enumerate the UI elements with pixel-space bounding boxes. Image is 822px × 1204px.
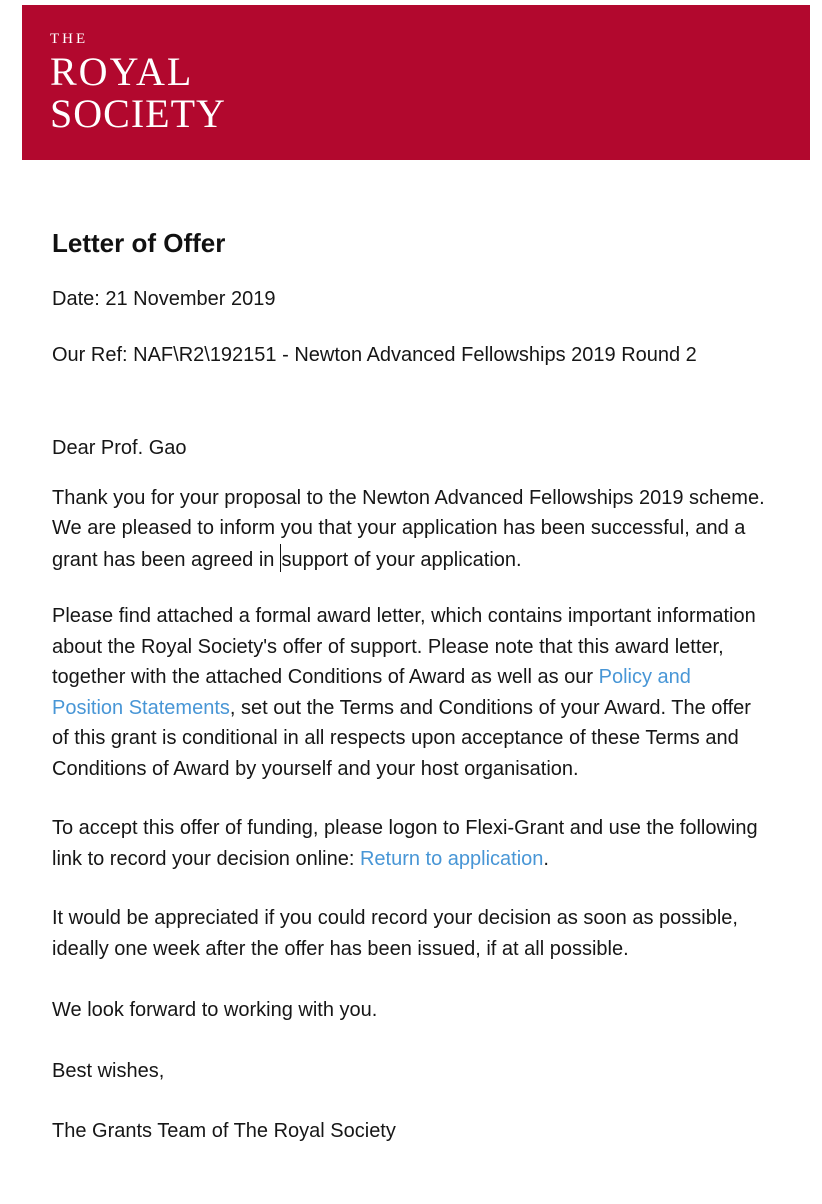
letter-content — [52, 228, 767, 1147]
return-to-application-link[interactable]: Return to application — [359, 847, 544, 870]
paragraph-thank-you — [52, 483, 767, 576]
letter-body — [52, 433, 767, 1147]
text-run: . — [543, 847, 549, 870]
paragraph-award-letter — [52, 601, 767, 784]
text-run: , set out the Terms and Conditions of your Award. The offer of this grant is conditional in all respects upon acceptance of these Terms and Conditions of Award by yourself and your host organisation. — [52, 696, 751, 780]
reference-line: Our Ref: NAF\R2\192151 - Newton Advanced Fellowships 2019 Round 2 — [52, 343, 697, 366]
text-run: support of your application. — [281, 548, 522, 571]
logo-line-the: THE — [50, 31, 89, 47]
text-run: Thank you for your proposal to the Newton Advanced Fellowships 2019 scheme. We are pleased to inform you that your application has been successful, and a grant has been agreed in — [52, 486, 765, 571]
paragraph-look-forward — [52, 995, 767, 1026]
closing — [52, 1056, 767, 1087]
text-run: We look forward to working with you. — [52, 999, 378, 1021]
text-run: The Grants Team of The Royal Society — [52, 1120, 396, 1142]
royal-society-logo — [22, 5, 810, 135]
date-line: Date: 21 November 2019 — [52, 288, 276, 310]
logo-line-royal: ROYAL — [50, 49, 194, 94]
text-run: Please find attached a formal award letter, which contains important information about the Royal Society's offer of support. Please note that this award letter, together with the attached Conditions of Award as well as our — [52, 605, 756, 688]
letter-title: Letter of Offer — [52, 228, 226, 258]
text-run: Best wishes, — [52, 1059, 165, 1082]
text-run: It would be appreciated if you could record your decision as soon as possible, ideally one week after the offer has been issued, if at all possible. — [52, 907, 738, 960]
logo-line-society: SOCIETY — [50, 91, 226, 136]
salutation — [52, 433, 767, 464]
text-run: Dear Prof. Gao — [52, 437, 187, 459]
letter-of-offer-page — [0, 5, 822, 1147]
paragraph-record-decision — [52, 903, 767, 964]
text-run: To accept this offer of funding, please logon to Flexi-Grant and use the following link to record your decision online: — [52, 817, 758, 870]
royal-society-banner — [22, 5, 810, 160]
signature — [52, 1116, 767, 1147]
paragraph-accept-offer — [52, 813, 767, 874]
policy-and-position-statements-link[interactable]: Policy and Position Statements — [52, 666, 691, 719]
